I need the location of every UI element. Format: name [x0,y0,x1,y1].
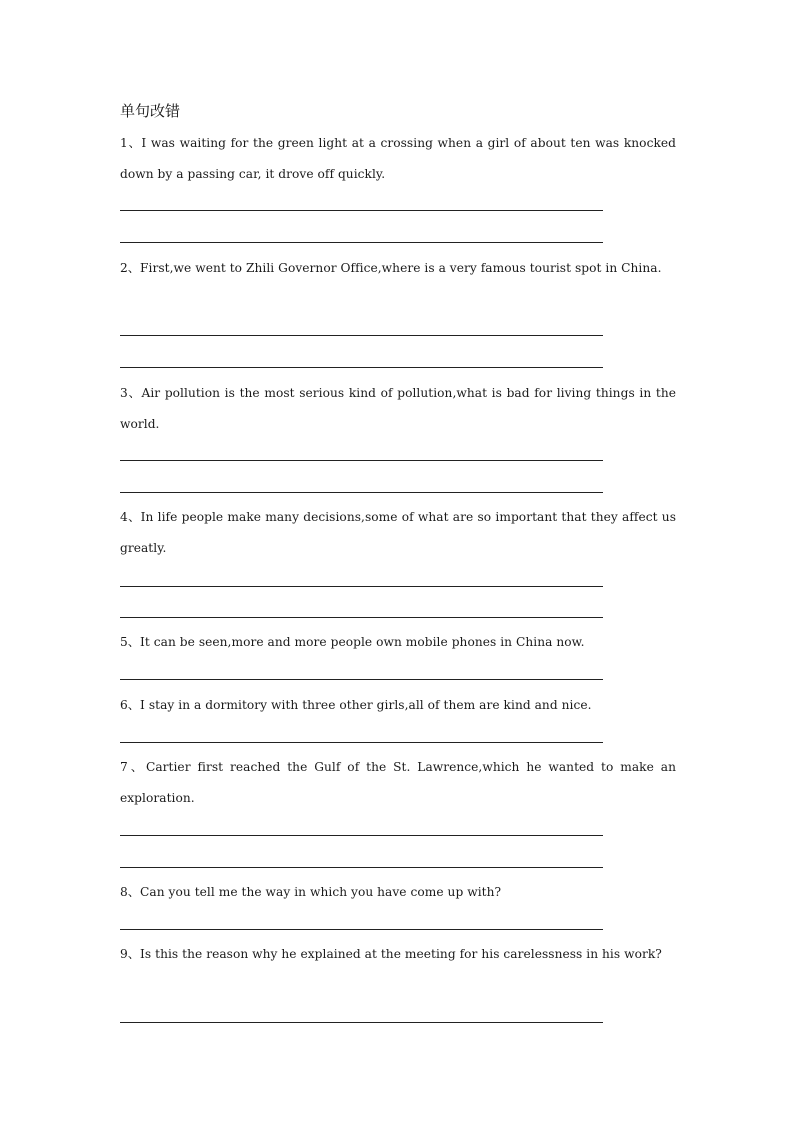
question-5: 5、It can be seen,more and more people own mobile phones in China now. [120,635,585,649]
answer-line-4a [120,586,603,587]
question-9: 9、Is this the reason why he explained at the meeting for his carelessness in his work? [120,947,662,961]
answer-line-7a [120,835,603,836]
question-1: 1、I was waiting for the green light at a crossing when a girl of about ten was knocked down by a passing car, it drove off quickly. [120,136,676,181]
question-3: 3、Air pollution is the most serious kind of pollution,what is bad for living things in the world. [120,386,676,431]
answer-line-4b [120,617,603,618]
question-8: 8、Can you tell me the way in which you have come up with? [120,885,502,899]
answer-line-6 [120,742,603,743]
question-7: 7、Cartier first reached the Gulf of the St. Lawrence,which he wanted to make an exploration. [120,760,676,805]
question-6: 6、I stay in a dormitory with three other girls,all of them are kind and nice. [120,698,592,712]
question-4: 4、In life people make many decisions,some of what are so important that they affect us greatly. [120,510,676,555]
answer-line-9 [120,1022,603,1023]
answer-line-2a [120,335,603,336]
question-2: 2、First,we went to Zhili Governor Office,where is a very famous tourist spot in China. [120,261,662,275]
answer-line-3a [120,460,603,461]
answer-line-1a [120,210,603,211]
answer-line-1b [120,242,603,243]
answer-line-8 [120,929,603,930]
worksheet-title: 单句改错 [120,102,181,120]
answer-line-5 [120,679,603,680]
answer-line-3b [120,492,603,493]
answer-line-7b [120,867,603,868]
answer-line-2b [120,367,603,368]
